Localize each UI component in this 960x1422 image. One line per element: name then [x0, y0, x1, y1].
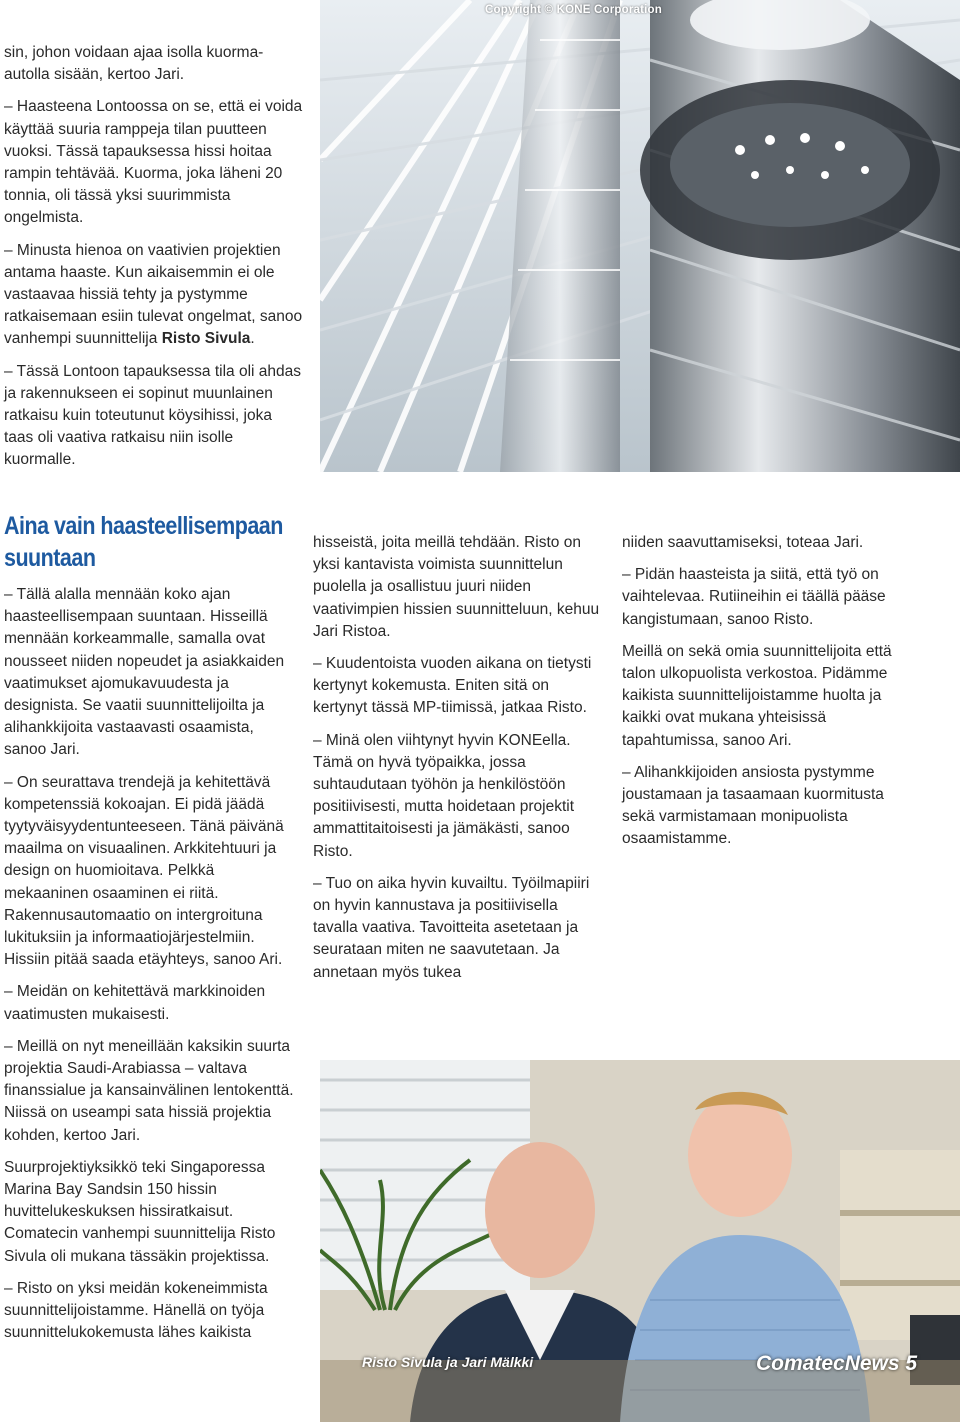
paragraph: – Risto on yksi meidän kokeneimmista suunnittelijoistamme. Hänellä on työja suunnittelukokemusta lähes kaikista	[4, 1279, 268, 1342]
person-name: Risto Sivula	[161, 330, 251, 348]
paragraph-text: – Minusta hienoa on vaativien projektien antama haaste. Kun aikaisemmin ei ole vastaavaa hissiä tehty ja pystymme ratkaisemaan esiin tulevat ongelmat, sanoo vanhempi suunnittelija	[4, 241, 303, 348]
paragraph: – Pidän haasteista ja siitä, että työ on vaihtelevaa. Rutiineihin ei täällä pääse kangistumaan, sanoo Risto.	[622, 566, 886, 628]
publication-page-number: ComatecNews 5	[756, 1352, 918, 1375]
paragraph: sin, johon voidaan ajaa isolla kuorma-autolla sisään, kertoo Jari.	[4, 44, 264, 84]
paragraph-end: .	[250, 330, 255, 348]
elevator-atrium-photo	[320, 0, 960, 472]
paragraph: – Kuudentoista vuoden aikana on tietysti kertynyt kokemusta. Eniten sitä on kertynyt tässä MP-tiimissä, jatkaa Risto.	[313, 655, 592, 717]
section-heading: Aina vain haasteellisempaan suuntaan	[4, 512, 283, 572]
right-column	[622, 532, 914, 861]
left-column-top	[4, 42, 304, 482]
paragraph: – Meidän on kehitettävä markkinoiden vaatimusten mukaisesti.	[4, 983, 266, 1023]
paragraph	[4, 240, 304, 351]
photo-caption: Risto Sivula ja Jari Mälkki	[362, 1354, 534, 1370]
paragraph: – Meillä on nyt meneillään kaksikin suurta projektia Saudi-Arabiassa – valtava finanssialue ja kansainvälinen lentokenttä. Niissä on useampi sata hissiä projektia kohden, kertoo Jari.	[4, 1037, 294, 1144]
paragraph: – Haasteena Lontoossa on se, että ei voida käyttää suuria ramppeja tilan puutteen vuoksi. Tässä tapauksessa hissi hoitaa rampin tehtävää. Kuorma, joka läheni 20 tonnia, oli tässä yksi suurimmista ongelmista.	[4, 98, 303, 227]
paragraph: – Tuo on aika hyvin kuvailtu. Työilmapiiri on hyvin kannustava ja positiivisella tavalla vaativa. Tavoitteita asetetaan ja seurataan miten ne saavutetaan. Ja annetaan myös tukea	[313, 874, 590, 981]
paragraph: Suurprojektiyksikkö teki Singaporessa Marina Bay Sandsin 150 hissin huvittelukeskuksen hissiratkaisut. Comatecin vanhempi suunnittelija Risto Sivula oli mukana tässäkin projektissa.	[4, 1158, 276, 1265]
paragraph: – Alihankkijoiden ansiosta pystymme joustamaan ja tasaamaan kuormitusta sekä varmistamaan monipuolista osaamistamme.	[622, 763, 884, 848]
paragraph: – Minä olen viihtynyt hyvin KONEella. Tämä on hyvä työpaikka, jossa suhtaudutaan työhön ja henkilöstöön positiivisesti, mutta hoidetaan projektit ammattitaitoisesti ja jämäkästi, sanoo Risto.	[313, 731, 575, 860]
paragraph: hisseistä, joita meillä tehdään. Risto on yksi kantavista voimista suunnittelun puolella ja osallistuu juuri niiden vaativimpien hissien suunnitteluun, kehuu Jari Ristoa.	[313, 534, 600, 640]
paragraph: – Tässä Lontoon tapauksessa tila oli ahdas ja rakennukseen ei sopinut muunlainen ratkaisu kuin toteutunut köysihissi, joka taas oli vaativa ratkaisu niin isolle kuormalle.	[4, 362, 301, 469]
copyright-notice: Copyright © KONE Corporation	[485, 4, 662, 16]
paragraph: niiden saavuttamiseksi, toteaa Jari.	[622, 534, 864, 551]
left-column-bottom	[4, 510, 300, 1355]
paragraph: – On seurattava trendejä ja kehitettävä kompetenssiä kokoajan. Ei pidä jäädä tyytyväisyydentunteeseen. Tänä päivänä maailma on visuaalinen. Arkkitehtuuri ja design on huomioitava. Pelkkä mekaaninen osaaminen ei riitä. Rakennusautomaatio on intergroituna lukituksiin ja informaatiojärjestelmiin. Hissiin pitää saada etäyhteys, sanoo Ari.	[4, 773, 284, 969]
paragraph: Meillä on sekä omia suunnittelijoita että talon ulkopuolista verkostoa. Pidämme kaikista suunnittelijoistamme huolta ja kaikki ovat mukana yhteisissä tapahtumissa, sanoo Ari.	[622, 642, 892, 749]
paragraph: – Tällä alalla mennään koko ajan haasteellisempaan suuntaan. Hisseillä mennään korkeammalle, samalla ovat nousseet niiden nopeudet ja asiakkaiden vaatimukset ajomukavuudesta ja designista. Se vaatii suunnittelijoilta ja alihankkijoita vastaavasti osaamista, sanoo Jari.	[4, 586, 285, 759]
middle-column	[313, 532, 605, 994]
